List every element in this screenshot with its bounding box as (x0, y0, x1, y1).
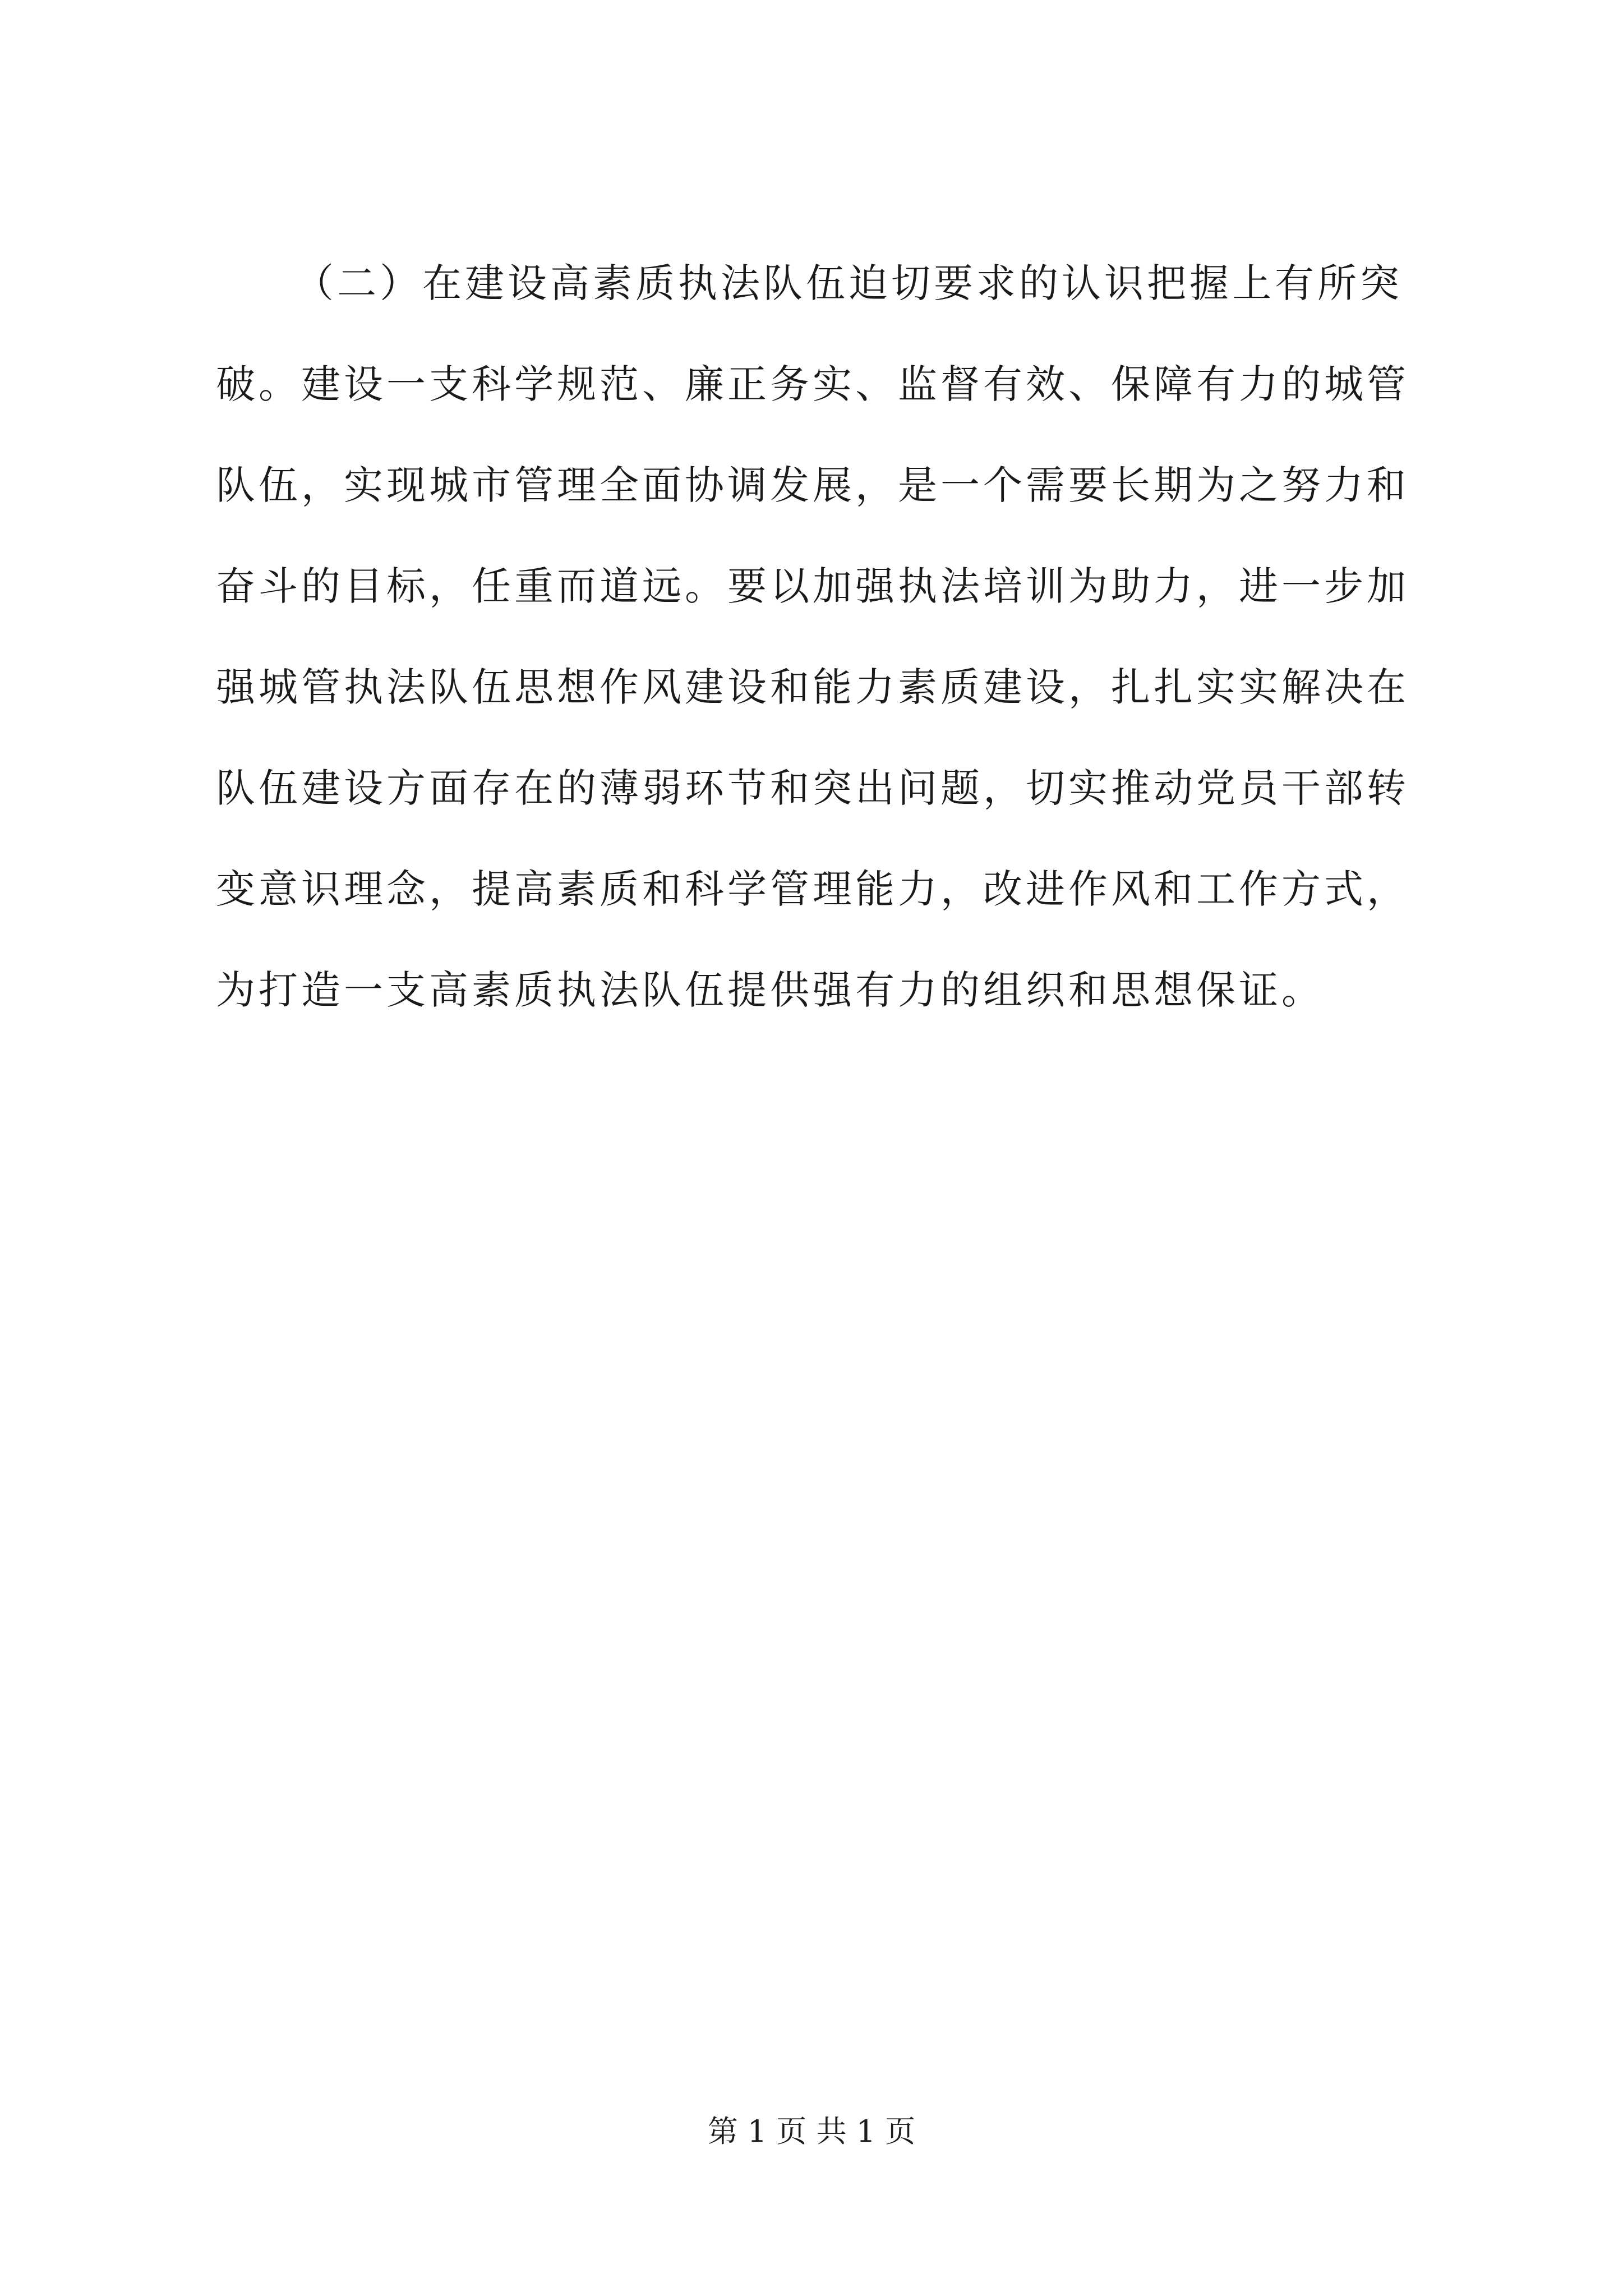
paragraph-line: 破。建设一支科学规范、廉正务实、监督有效、保障有力的城管 (216, 361, 1409, 407)
body-paragraph (216, 260, 1483, 1071)
page-number-footer: 第 1 页 共 1 页 (707, 2114, 916, 2149)
paragraph-line: 队伍建设方面存在的薄弱环节和突出问题，切实推动党员干部转 (216, 765, 1409, 811)
paragraph-line: （二）在建设高素质执法队伍迫切要求的认识把握上有所突 (294, 260, 1403, 306)
paragraph-line: 变意识理念，提高素质和科学管理能力，改进作风和工作方式， (216, 866, 1409, 912)
paragraph-line: 强城管执法队伍思想作风建设和能力素质建设，扎扎实实解决在 (216, 664, 1409, 710)
paragraph-line: 队伍，实现城市管理全面协调发展，是一个需要长期为之努力和 (216, 462, 1409, 508)
paragraph-line: 为打造一支高素质执法队伍提供强有力的组织和思想保证。 (216, 967, 1324, 1013)
paragraph-line: 奋斗的目标，任重而道远。要以加强执法培训为助力，进一步加 (216, 563, 1409, 609)
